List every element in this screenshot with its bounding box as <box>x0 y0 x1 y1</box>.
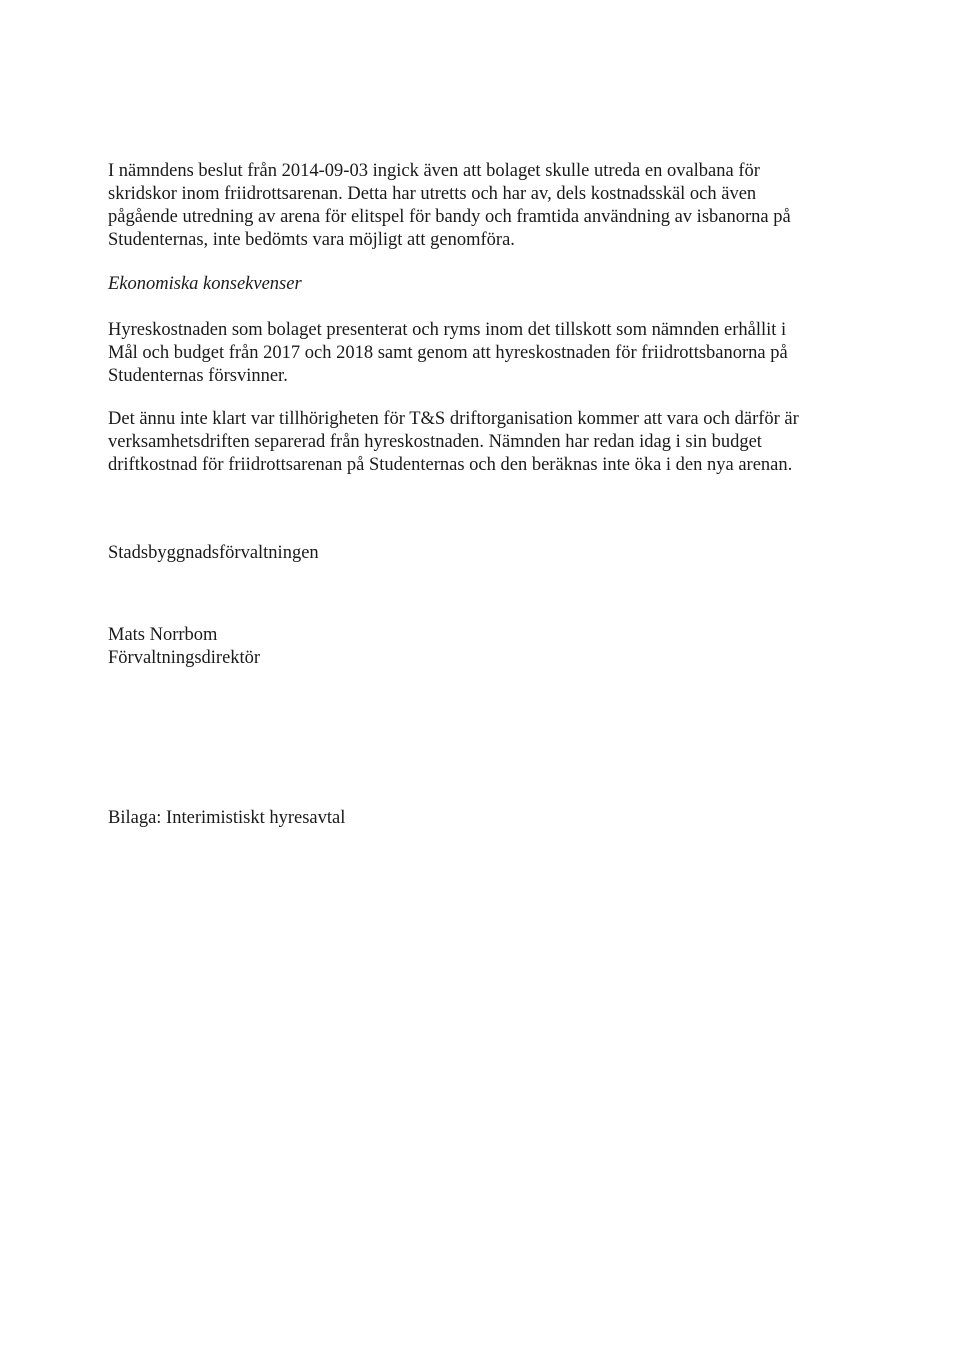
paragraph-line: driftkostnad för friidrottsarenan på Studenternas och den beräknas inte öka i den nya arenan. <box>108 455 793 475</box>
signatory-title: Förvaltningsdirektör <box>108 648 261 668</box>
attachment-note: Bilaga: Interimistiskt hyresavtal <box>108 808 346 828</box>
paragraph-line: skridskor inom friidrottsarenan. Detta har utretts och har av, dels kostnadsskäl och även <box>108 184 757 204</box>
paragraph-line: Studenternas försvinner. <box>108 366 288 386</box>
intro-paragraph <box>108 160 848 252</box>
paragraph-line: Mål och budget från 2017 och 2018 samt genom att hyreskostnaden för friidrottsbanorna på <box>108 343 788 363</box>
paragraph-line: pågående utredning av arena för elitspel för bandy och framtida användning av isbanorna på <box>108 207 791 227</box>
paragraph-line: I nämndens beslut från 2014-09-03 ingick även att bolaget skulle utreda en ovalbana för <box>108 161 760 181</box>
paragraph-line: verksamhetsdriften separerad från hyreskostnaden. Nämnden har redan idag i sin budget <box>108 432 762 452</box>
section-heading: Ekonomiska konsekvenser <box>108 274 302 294</box>
paragraph-line: Studenternas, inte bedömts vara möjligt att genomföra. <box>108 230 515 250</box>
operation-paragraph <box>108 408 848 477</box>
paragraph-line: Det ännu inte klart var tillhörigheten för T&S driftorganisation kommer att vara och därför är <box>108 409 799 429</box>
signature-block <box>108 624 848 670</box>
rent-paragraph <box>108 319 848 388</box>
paragraph-line: Hyreskostnaden som bolaget presenterat och ryms inom det tillskott som nämnden erhållit i <box>108 320 787 340</box>
organization-name: Stadsbyggnadsförvaltningen <box>108 543 319 563</box>
signatory-name: Mats Norrbom <box>108 625 218 645</box>
